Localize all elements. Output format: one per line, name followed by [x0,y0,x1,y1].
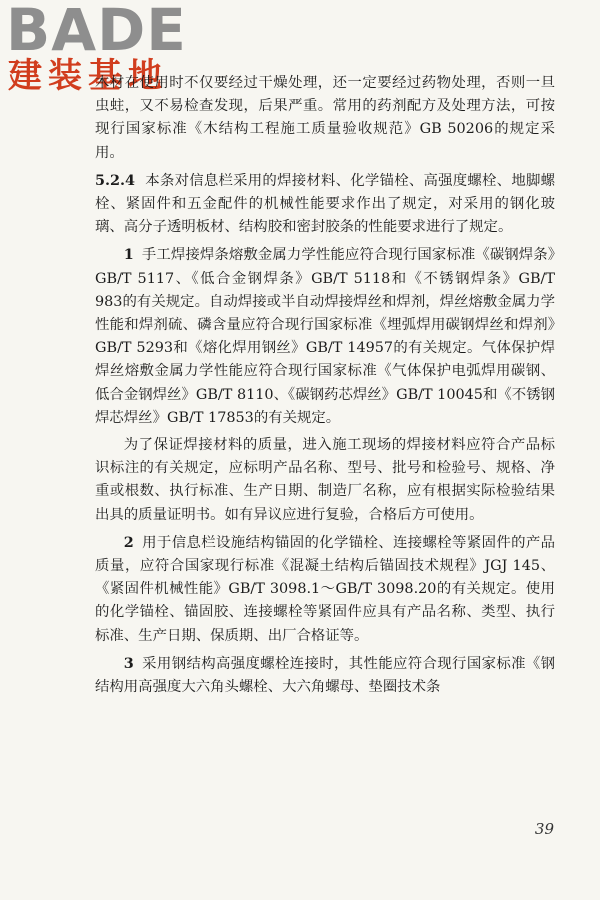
watermark-brand: BADE [6,0,187,64]
item-number: 3 [123,654,134,672]
paragraph-text: 木材在使用时不仅要经过干燥处理，还一定要经过药物处理，否则一旦虫蛀，又不易检查发现，后果严重。常用的药剂配方及处理方法，可按现行国家标准《木结构工程施工质量验收规范》GB 50206的规定采用。 [95,75,555,161]
item-number: 2 [123,533,134,551]
paragraph-text: 为了保证焊接材料的质量，进入施工现场的焊接材料应符合产品标识标注的有关规定，应标明产品名称、型号、批号和检验号、规格、净重或根数、执行标准、生产日期、制造厂名称，应有根据实际检验结果出具的质量证明书。如有异议应进行复验，合格后方可使用。 [95,437,555,523]
item-1-extra [95,434,555,527]
paragraph-text: 采用钢结构高强度螺栓连接时，其性能应符合现行国家标准《钢结构用高强度大六角头螺栓、大六角螺母、垫圈技术条 [95,655,555,696]
item-2 [95,531,555,648]
paragraph-text: 用于信息栏设施结构锚固的化学锚栓、连接螺栓等紧固件的产品质量，应符合国家现行标准《混凝土结构后锚固技术规程》JGJ 145、《紧固件机械性能》GB/T 3098.1～GB/T 3098.20的有关规定。使用的化学锚栓、锚固胶、连接螺栓等紧固件应具有产品名称、类型、执行标准、生产日期、保质期、出厂合格证等。 [95,534,555,644]
paragraph-text: 手工焊接焊条熔敷金属力学性能应符合现行国家标准《碳钢焊条》GB/T 5117、《低合金钢焊条》GB/T 5118和《不锈钢焊条》GB/T 983的有关规定。自动焊接或半自动焊接焊丝和焊剂，焊丝熔敷金属力学性能和焊剂硫、磷含量应符合现行国家标准《埋弧焊用碳钢焊丝和焊剂》GB/T 5293和《熔化焊用钢丝》GB/T 14957的有关规定。气体保护焊焊丝熔敷金属力学性能应符合现行国家标准《气体保护电弧焊用碳钢、低合金钢焊丝》GB/T 8110、《碳钢药芯焊丝》GB/T 10045和《不锈钢焊芯焊丝》GB/T 17853的有关规定。 [95,247,555,426]
section-5-2-4 [95,169,555,240]
section-number: 5.2.4 [95,171,136,189]
item-number: 1 [123,246,134,264]
page-number: 39 [534,820,554,838]
item-1 [95,243,555,430]
paragraph-continuation [95,72,555,165]
watermark-subtitle: 建装基地 [8,56,168,96]
item-3 [95,652,555,699]
page-body [95,72,555,699]
paragraph-text: 本条对信息栏采用的焊接材料、化学锚栓、高强度螺栓、地脚螺栓、紧固件和五金配件的机械性能要求作出了规定，对采用的钢化玻璃、高分子透明板材、结构胶和密封胶条的性能要求进行了规定。 [95,172,555,236]
